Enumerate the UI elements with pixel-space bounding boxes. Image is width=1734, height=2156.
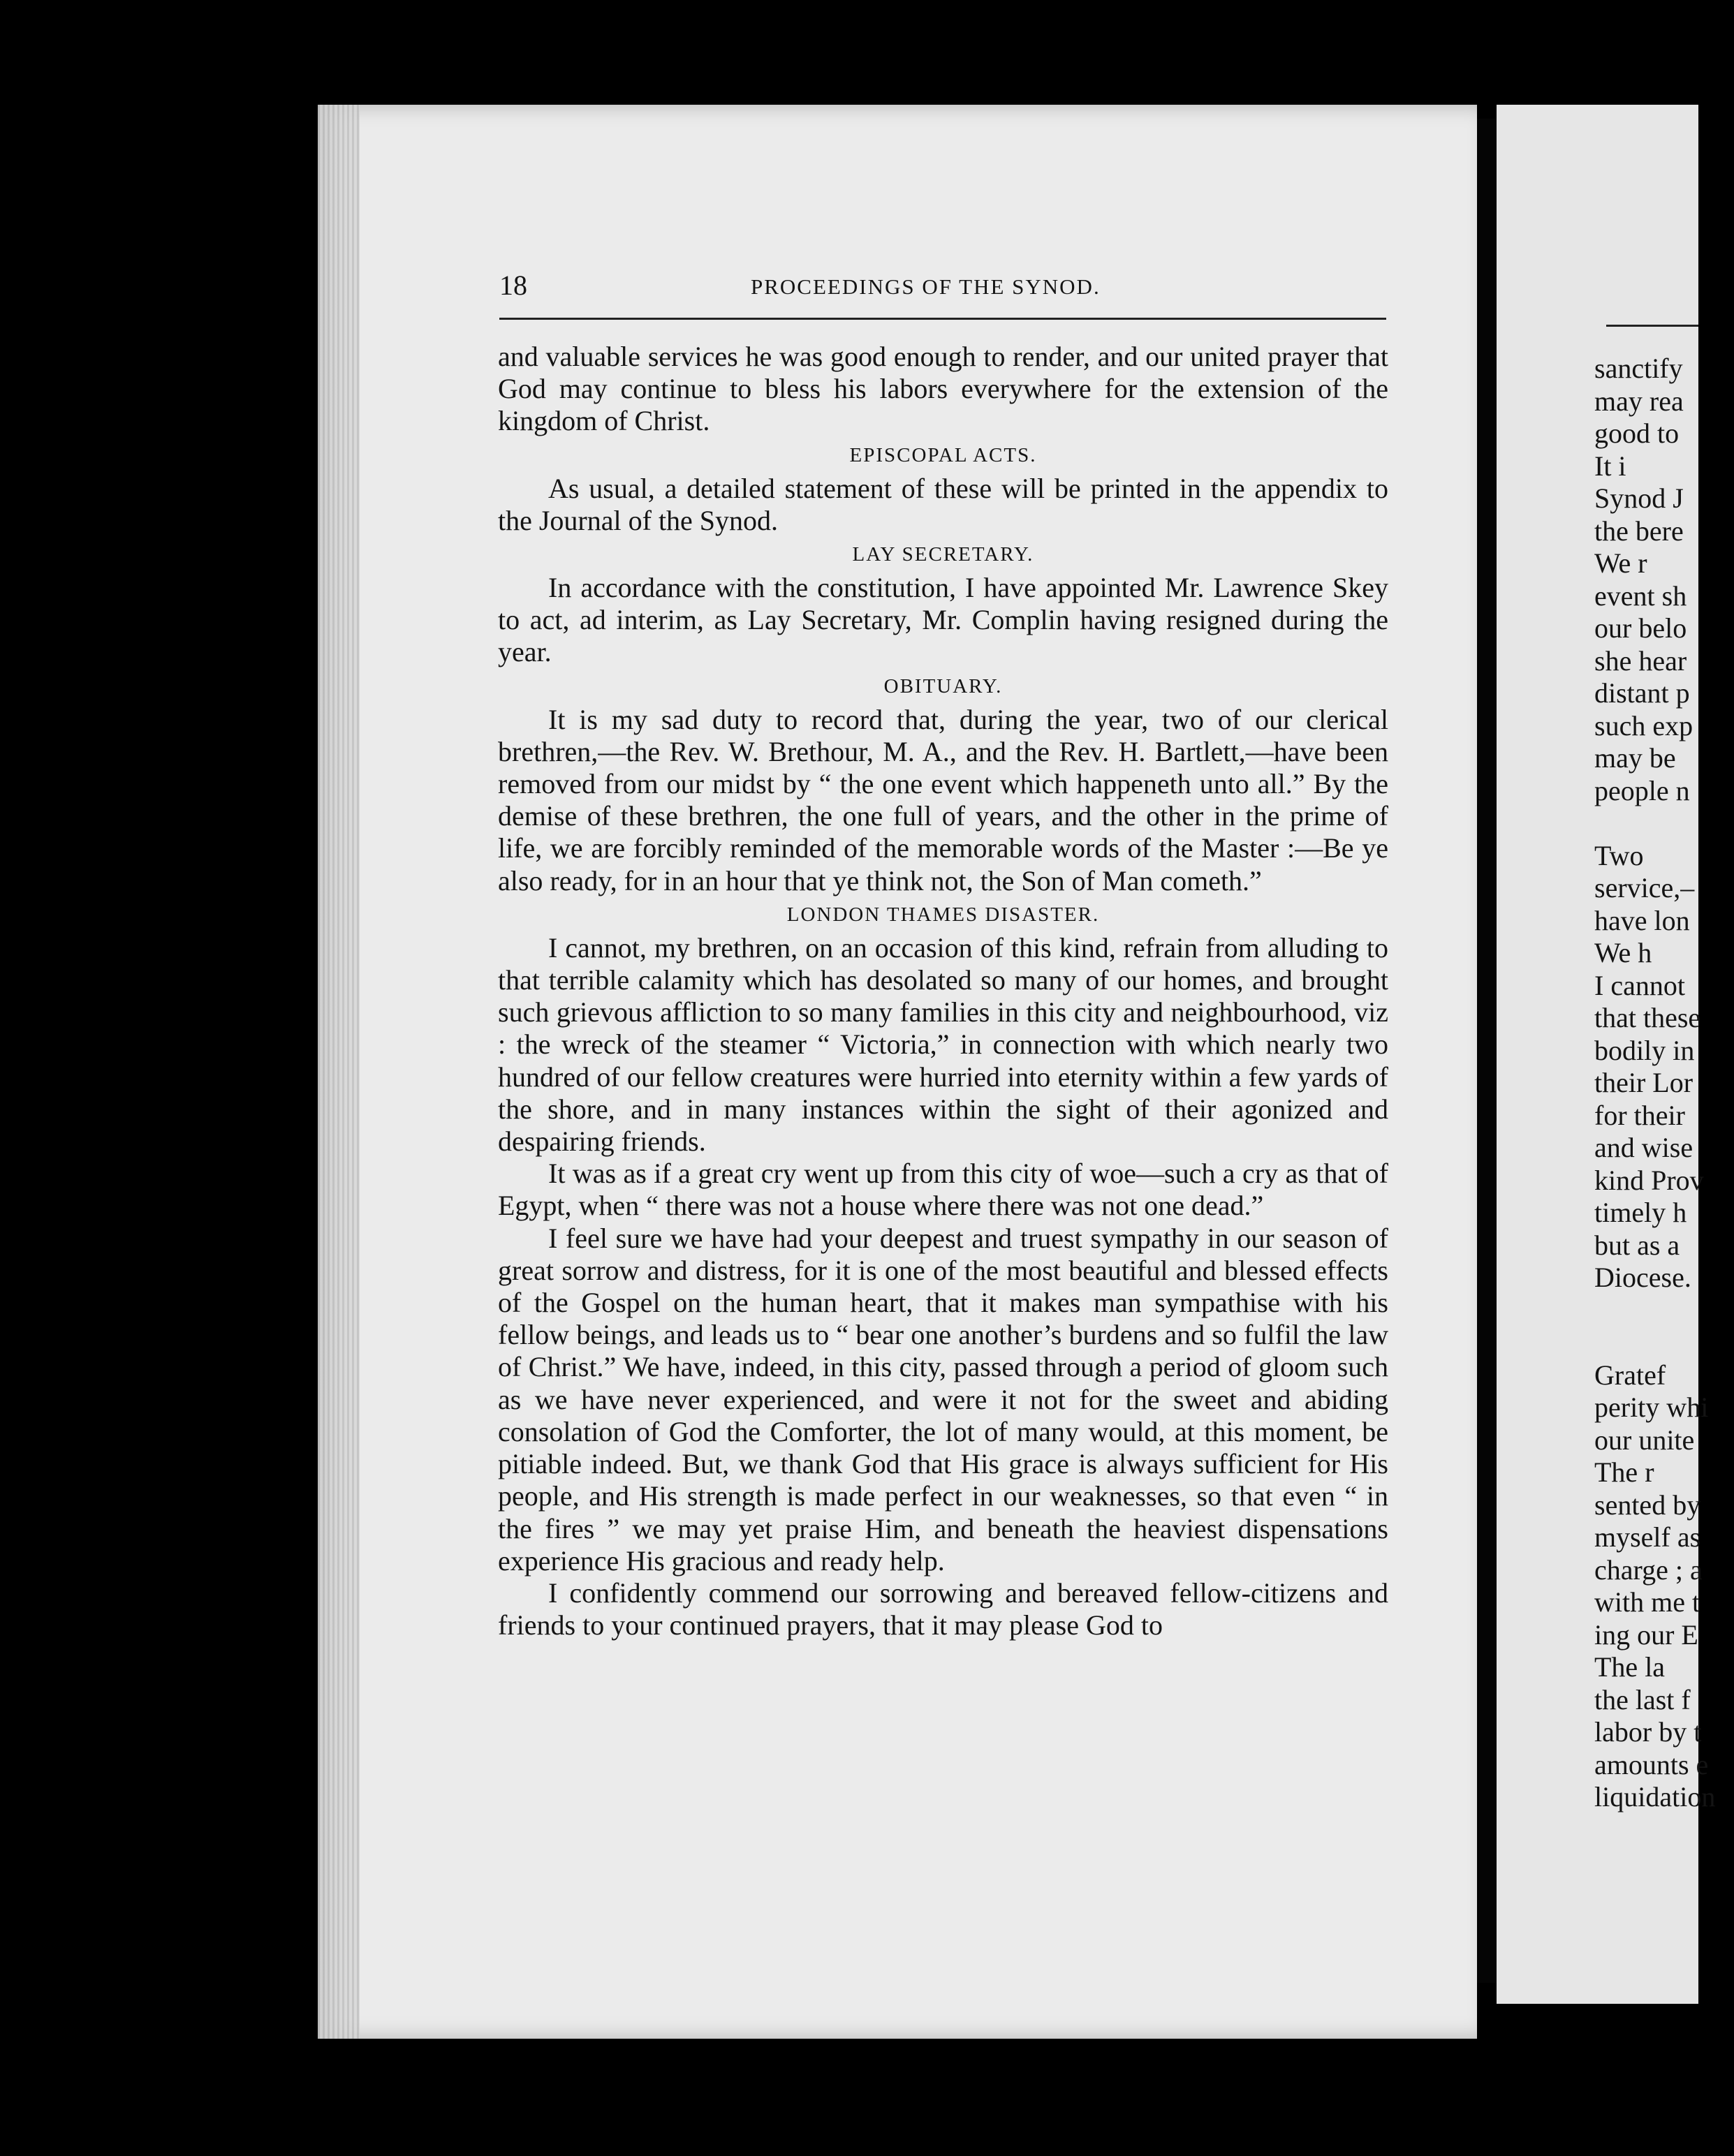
paragraph: It is my sad duty to record that, during the year, two of our clerical brethren,—the Rev. W. Brethour, M. A., and the Rev. H. Bartlett,—have been removed from our midst by “ the one event which happeneth unto all.” By the demise of these brethren, the one full of years, and the other in the prime of life, we are forcibly reminded of the memorable words of the Master :—Be ye also ready, for in an hour that ye think not, the Son of Man cometh.” (498, 703, 1388, 896)
right-page-line: Gratef (1594, 1359, 1666, 1391)
right-page-line: may be (1594, 742, 1676, 774)
section-heading: LAY SECRETARY. (852, 543, 1034, 566)
right-page-line: people n (1594, 774, 1690, 806)
right-page-line: with me t (1594, 1586, 1700, 1618)
section-heading: LONDON THAMES DISASTER. (786, 903, 1100, 926)
header-rule (499, 318, 1386, 320)
page-number: 18 (499, 270, 527, 301)
paragraph: I feel sure we have had your deepest and truest sympathy in our season of great sorrow and distress, for it is one of the most beautiful and blessed effects of the Gospel on the human heart, that it makes man sympathise with his fellow beings, and leads us to “ bear one another’s burdens and so fulfil the law of Christ.” We have, indeed, in this city, passed through a period of gloom such as we have never experienced, and were it not for the sweet and abiding consolation of God the Comforter, the lot of many would, at this moment, be pitiable indeed. But, we thank God that His grace is always sufficient for His people, and His strength is made perfect in our weaknesses, so that even “ in the fires ” we may yet praise Him, and beneath the heaviest dispensations experience His gracious and ready help. (498, 1222, 1388, 1577)
section-heading: EPISCOPAL ACTS. (849, 443, 1037, 466)
running-head: PROCEEDINGS OF THE SYNOD. (751, 274, 1101, 299)
right-page-line: their Lor (1594, 1067, 1693, 1098)
section-heading: OBITUARY. (883, 674, 1003, 697)
right-page-line: The la (1594, 1651, 1666, 1683)
right-page-line: but as a (1594, 1229, 1680, 1261)
right-page-line: sanctify (1594, 353, 1683, 384)
right-page-line: It i (1594, 450, 1626, 482)
right-page-line: and wise (1594, 1132, 1693, 1163)
right-page-line: kind Prov (1594, 1164, 1704, 1196)
paragraph: I cannot, my brethren, on an occasion of this kind, refrain from alluding to that terrible calamity which has desolated so many of our homes, and brought such grievous affliction to so many families in this city and neighbourhood, viz : the wreck of the steamer “ Victoria,” in connection with which nearly two hundred of our fellow creatures were hurried into eternity within a few yards of the shore, and in many instances within the sight of their agonized and despairing friends. (498, 931, 1388, 1158)
right-page-line: Synod J (1594, 482, 1684, 514)
paragraph: I confidently commend our sorrowing and bereaved fellow-citizens and friends to your continued prayers, that it may please God to (498, 1577, 1388, 1641)
right-page-line: service,– (1594, 872, 1695, 903)
left-page-body (498, 341, 1388, 1641)
right-page-line: liquidation (1594, 1781, 1716, 1812)
right-page-line (1594, 807, 1734, 840)
right-page-line (1594, 1294, 1734, 1327)
right-page-line: Two (1594, 839, 1644, 871)
right-page-line: I cannot (1594, 969, 1685, 1001)
paragraph: As usual, a detailed statement of these will be printed in the appendix to the Journal of the Synod. (498, 472, 1388, 536)
right-page-line: our unite (1594, 1424, 1695, 1456)
right-header-rule (1606, 325, 1698, 327)
right-page-line: for their (1594, 1099, 1685, 1131)
right-page-line: that these (1594, 1002, 1701, 1033)
right-page-line: may rea (1594, 385, 1684, 417)
paragraph: and valuable services he was good enough to render, and our united prayer that God may continue to bless his labors everywhere for the extension of the kingdom of Christ. (498, 341, 1388, 437)
right-page-fragments (1594, 353, 1734, 1814)
paragraph: It was as if a great cry went up from this city of woe—such a cry as that of Egypt, when “ there was not a house where there was not one dead.” (498, 1158, 1388, 1222)
right-page-line: timely h (1594, 1197, 1687, 1228)
right-page-line: the bere (1594, 515, 1684, 547)
right-page-line: the last f (1594, 1683, 1691, 1715)
book-gutter (1477, 119, 1497, 1983)
right-page-line: she hear (1594, 644, 1687, 677)
right-page-line: charge ; a (1594, 1553, 1703, 1586)
right-page-line: event sh (1594, 579, 1687, 612)
right-page-line: perity whi (1594, 1391, 1709, 1423)
right-page-line: distant p (1594, 677, 1690, 709)
right-page-line: good to (1594, 418, 1680, 449)
right-page-line: bodily in (1594, 1034, 1695, 1066)
page-edge-stack (318, 105, 360, 2039)
right-page-line: sented by (1594, 1489, 1701, 1521)
right-page-line: myself as (1594, 1521, 1701, 1553)
right-page-line: ing our E (1594, 1618, 1698, 1651)
right-page-line: such exp (1594, 709, 1693, 741)
right-page-line: have lon (1594, 904, 1690, 936)
right-page-line: We h (1594, 937, 1652, 968)
paragraph: In accordance with the constitution, I have appointed Mr. Lawrence Skey to act, ad interim, as Lay Secretary, Mr. Complin having resigned during the year. (498, 572, 1388, 668)
right-page-line (1594, 1327, 1734, 1359)
right-page-line: The r (1594, 1456, 1654, 1488)
right-page-line: amounts e (1594, 1748, 1709, 1780)
page-header (499, 269, 1386, 311)
right-page-line: labor by t (1594, 1716, 1702, 1748)
right-page-line: our belo (1594, 612, 1687, 644)
right-page-line: Diocese. (1594, 1262, 1691, 1293)
right-page-line: We r (1594, 547, 1647, 579)
